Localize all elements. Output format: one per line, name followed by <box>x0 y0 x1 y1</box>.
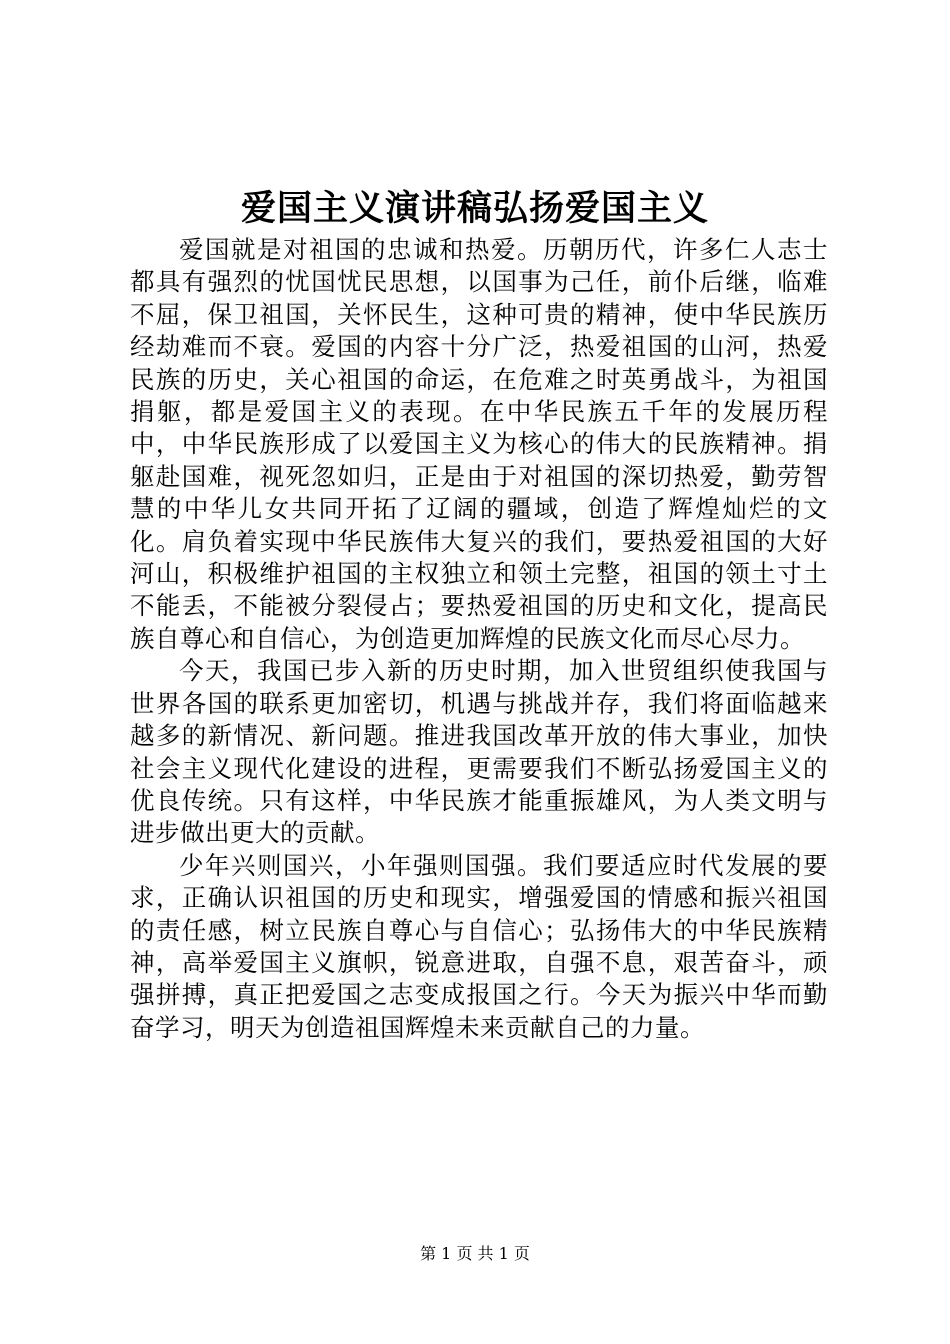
paragraph-1: 爱国就是对祖国的忠诚和热爱。历朝历代，许多仁人志士都具有强烈的忧国忧民思想，以国事为己任，前仆后继，临难不屈，保卫祖国，关怀民生，这种可贵的精神，使中华民族历经劫难而不衰。爱国的内容十分广泛，热爱祖国的山河，热爱民族的历史，关心祖国的命运，在危难之时英勇战斗，为祖国捐躯，都是爱国主义的表现。在中华民族五千年的发展历程中，中华民族形成了以爱国主义为核心的伟大的民族精神。捐躯赴国难，视死忽如归，正是由于对祖国的深切热爱，勤劳智慧的中华儿女共同开拓了辽阔的疆域，创造了辉煌灿烂的文化。肩负着实现中华民族伟大复兴的我们，要热爱祖国的大好河山，积极维护祖国的主权独立和领土完整，祖国的领土寸土不能丢，不能被分裂侵占；要热爱祖国的历史和文化，提高民族自尊心和自信心，为创造更加辉煌的民族文化而尽心尽力。 <box>130 235 828 653</box>
paragraph-3: 少年兴则国兴，小年强则国强。我们要适应时代发展的要求，正确认识祖国的历史和现实，增强爱国的情感和振兴祖国的责任感，树立民族自尊心与自信心；弘扬伟大的中华民族精神，高举爱国主义旗帜，锐意进取，自强不息，艰苦奋斗，顽强拼搏，真正把爱国之志变成报国之行。今天为振兴中华而勤奋学习，明天为创造祖国辉煌未来贡献自己的力量。 <box>130 850 828 1042</box>
paragraph-2: 今天，我国已步入新的历史时期，加入世贸组织使我国与世界各国的联系更加密切，机遇与挑战并存，我们将面临越来越多的新情况、新问题。推进我国改革开放的伟大事业，加快社会主义现代化建设的进程，更需要我们不断弘扬爱国主义的优良传统。只有这样，中华民族才能重振雄风，为人类文明与进步做出更大的贡献。 <box>130 656 828 848</box>
document-body <box>130 234 828 1044</box>
document-title: 爱国主义演讲稿弘扬爱国主义 <box>240 188 709 229</box>
page-number-footer: 第 1 页 共 1 页 <box>420 1244 530 1263</box>
